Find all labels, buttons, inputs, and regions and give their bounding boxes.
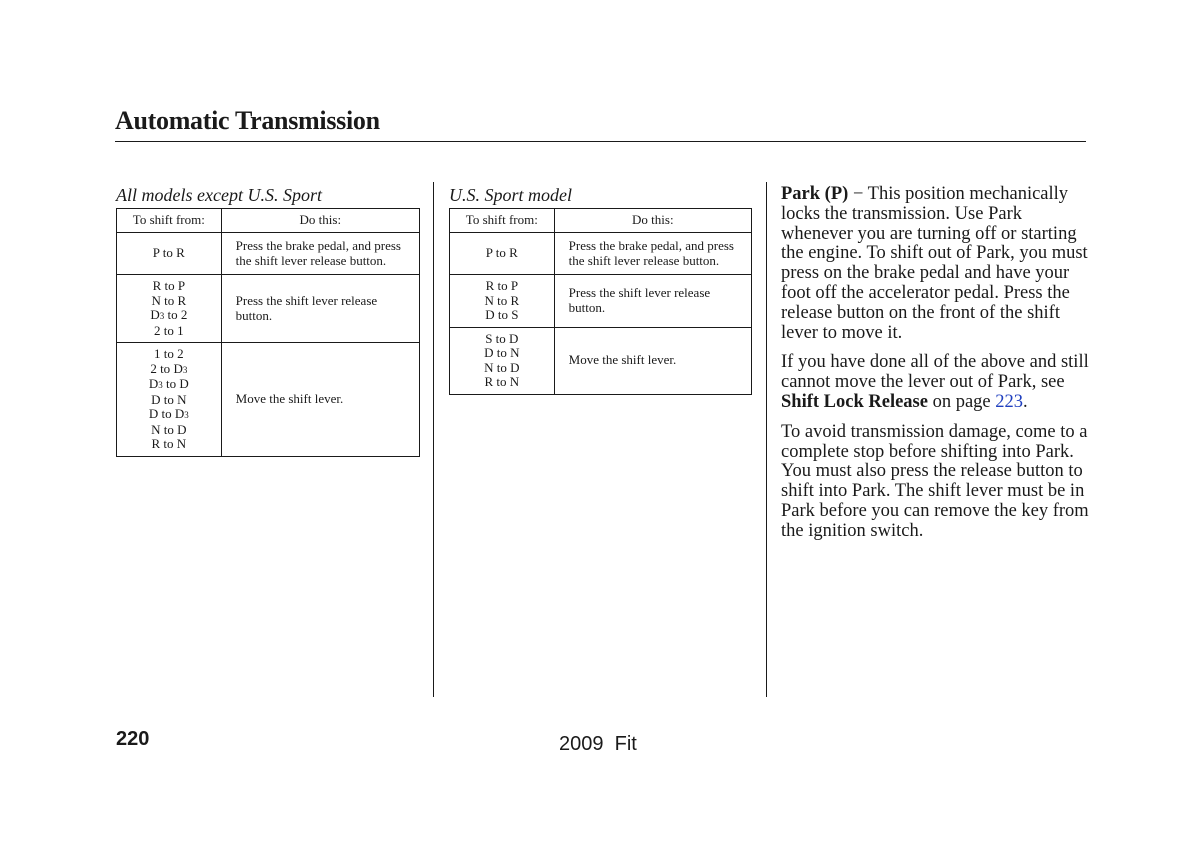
shift-from-item: D to N [151,391,187,407]
cell-action: Press the shift lever release button. [554,275,751,328]
middle-table-caption: U.S. Sport model [449,185,572,205]
table-row [450,327,752,394]
table-header-row [117,209,420,233]
shift-from-item: D to N [484,345,520,360]
header-action: Do this: [221,209,419,233]
cell-action: Move the shift lever. [221,343,419,457]
shift-from-item: P to R [485,245,518,261]
shift-from-item: D3 to D [148,376,189,391]
shift-from-item: 1 to 2 [154,346,184,361]
table-row [117,233,420,275]
cell-shift-from [117,233,222,275]
cell-shift-from [450,275,555,328]
park-text: This position mechanically locks the transmission. Use Park whenever you are turning off or starting the engine. To shift out of Park, you must press on the brake pedal and have your foot off the accelerator pedal. Press the release button on the front of the shift lever to move it. [781,184,1088,343]
table-row [450,233,752,275]
shift-from-item: N to D [151,421,187,437]
shift-from-item: P to R [152,245,185,261]
shift-from-item: 2 to D3 [150,360,188,376]
park-heading: Park (P) [781,184,849,204]
cell-shift-from [450,327,555,394]
shift-from-item: N to R [151,292,187,308]
shift-table-us-sport [449,208,752,395]
header-from: To shift from: [450,209,555,233]
title-rule [115,141,1086,142]
shift-from-item: D3 to 2 [150,307,188,322]
cell-shift-from [117,275,222,343]
shift-from-item: R to P [152,278,186,293]
page-223-link[interactable]: 223 [995,391,1024,412]
shift-from-item: R to P [485,278,519,293]
cell-action: Press the brake pedal, and press the shift lever release button. [554,233,751,275]
middle-table-body [450,233,752,395]
page-number: 220 [116,728,150,750]
shift-from-item: D to D3 [148,406,189,421]
left-table-caption: All models except U.S. Sport [116,185,322,205]
shift-from-item: R to N [151,436,187,451]
shift-lock-text-end: . [1023,391,1028,412]
shift-lock-text-mid: on page [927,391,996,412]
cell-action: Press the brake pedal, and press the shift lever release button. [221,233,419,275]
body-text [781,185,1093,552]
header-action: Do this: [554,209,751,233]
paragraph-park [781,185,1093,343]
cell-shift-from [450,233,555,275]
table-header-row [450,209,752,233]
shift-from-item: D to S [485,307,519,322]
shift-from-item: R to N [484,374,520,389]
shift-from-item: S to D [485,330,519,346]
table-row [450,275,752,328]
shift-lock-text: If you have done all of the above and still cannot move the lever out of Park, see [781,352,1089,393]
column-divider-right [766,182,767,697]
shift-from-item: N to D [484,359,520,375]
paragraph-shift-lock [781,353,1093,412]
left-table-body [117,233,420,457]
column-divider-left [433,182,434,697]
table-row [117,275,420,343]
shift-lock-release-ref: Shift Lock Release [781,391,928,412]
paragraph-damage-warning: To avoid transmission damage, come to a complete stop before shifting into Park. You must also press the release button to shift into Park. The shift lever must be in Park before you can remove the key from the ignition switch. [781,421,1089,541]
park-dash: − [848,184,868,204]
shift-from-item: N to R [484,292,520,308]
header-from: To shift from: [117,209,222,233]
footer-model: 2009 Fit [559,733,637,755]
shift-from-item: 2 to 1 [154,322,184,338]
table-row [117,343,420,457]
cell-action: Press the shift lever release button. [221,275,419,343]
page-title: Automatic Transmission [115,106,380,135]
cell-action: Move the shift lever. [554,327,751,394]
cell-shift-from [117,343,222,457]
shift-table-all-models [116,208,420,457]
